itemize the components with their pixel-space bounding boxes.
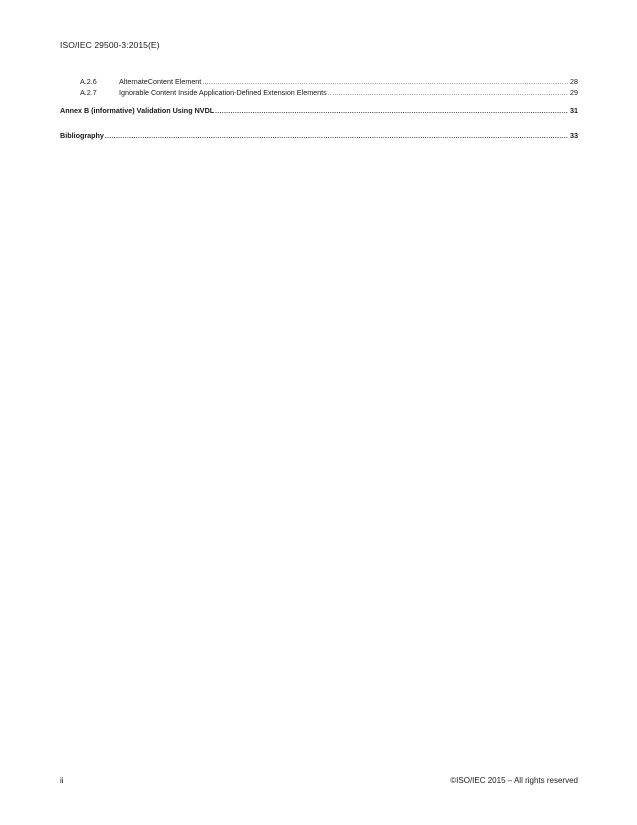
table-of-contents bbox=[60, 77, 578, 141]
footer-copyright: ©ISO/IEC 2015 – All rights reserved bbox=[450, 776, 578, 785]
toc-dot-leader bbox=[202, 78, 568, 88]
toc-entry-a-2-6[interactable] bbox=[60, 77, 578, 88]
toc-entry-title: Annex B (informative) Validation Using NVDL bbox=[60, 106, 215, 115]
toc-entry-number: A.2.6 bbox=[80, 77, 97, 86]
toc-entry-a-2-7[interactable] bbox=[60, 88, 578, 99]
toc-entry-page: 33 bbox=[570, 130, 578, 140]
toc-entry-page: 29 bbox=[570, 87, 578, 97]
toc-dot-leader bbox=[328, 89, 568, 99]
toc-entry-page: 28 bbox=[570, 77, 578, 86]
toc-entry-number: A.2.7 bbox=[80, 87, 97, 97]
toc-dot-leader bbox=[215, 107, 568, 117]
page-footer bbox=[60, 776, 578, 785]
toc-entry-page: 31 bbox=[570, 106, 578, 115]
toc-entry-title: Bibliography bbox=[60, 130, 104, 140]
toc-entry-bibliography[interactable] bbox=[60, 131, 578, 142]
toc-entry-title: Ignorable Content Inside Application-Defined Extension Elements bbox=[119, 87, 327, 97]
toc-entry-title: AlternateContent Element bbox=[119, 77, 202, 86]
toc-entry-annex-b[interactable] bbox=[60, 106, 578, 117]
page-header-doc-id: ISO/IEC 29500-3:2015(E) bbox=[60, 40, 160, 50]
footer-page-number: ii bbox=[60, 776, 64, 785]
toc-dot-leader bbox=[105, 132, 568, 142]
